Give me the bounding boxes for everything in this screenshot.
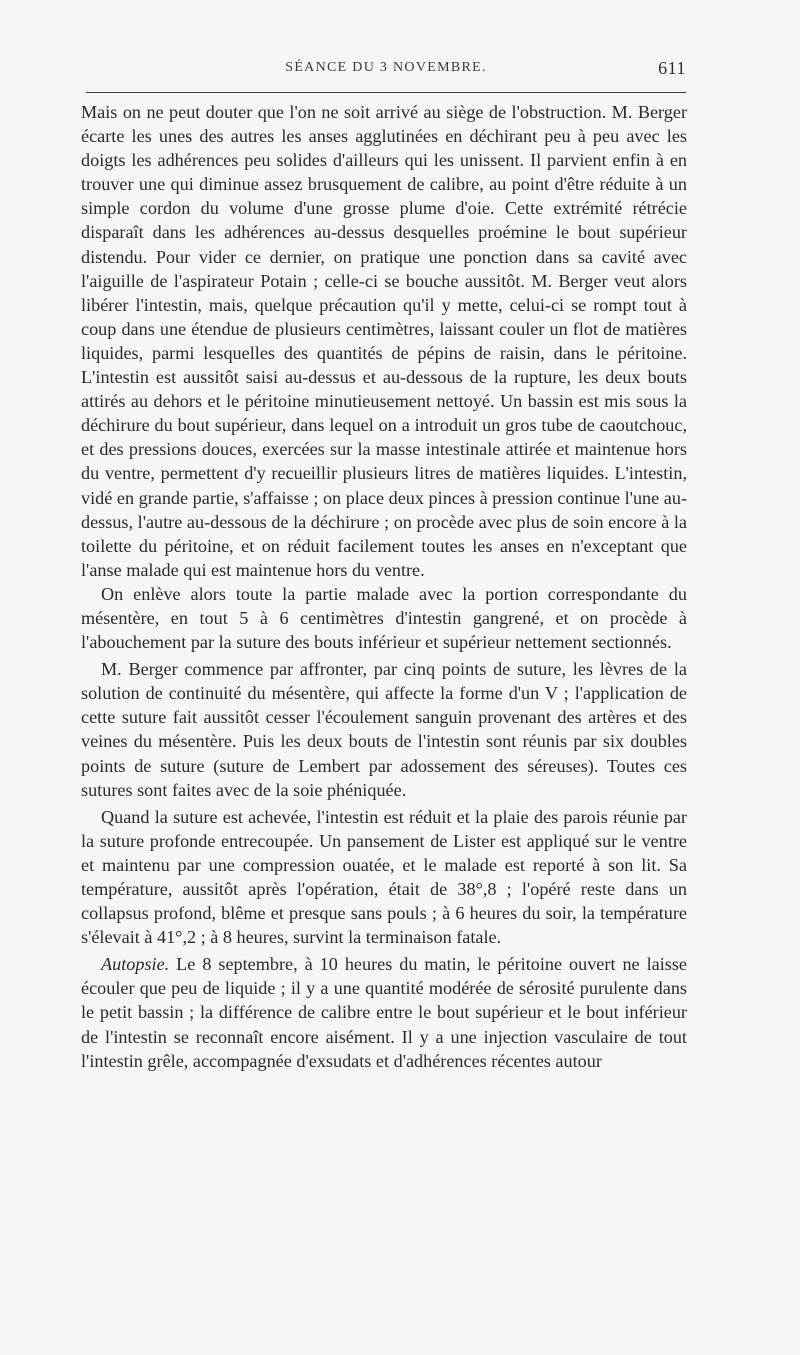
paragraph-1 [81, 100, 687, 582]
running-title: SÉANCE DU 3 NOVEMBRE. [285, 60, 487, 75]
body-text [81, 100, 687, 1073]
paragraph-1-text: Mais on ne peut douter que l'on ne soit arrivé au siège de l'obstruction. M. Berger écarte les unes des autres les anses agglutinées en déchirant peu à peu avec les doigts les adhérences peu solides d'ailleurs qui les unissent. Il parvient enfin à en trouver une qui diminue assez brusquement de calibre, au point d'être réduite à un simple cordon du volume d'une grosse plume d'oie. Cette extrémité rétrécie disparaît dans les adhérences au-dessus desquelles proémine le bout supérieur distendu. Pour vider ce dernier, on pratique une ponction dans sa cavité avec l'aiguille de l'aspirateur Potain ; celle-ci se bouche aussitôt. M. Berger veut alors libérer l'intestin, mais, quelque précaution qu'il y mette, celui-ci se rompt tout à coup dans une étendue de plusieurs centimètres, laissant couler un flot de matières liquides, parmi lesquelles des quantités de pépins de raisin, dans le péritoine. L'intestin est aussitôt saisi au-dessus et au-dessous de la rupture, les deux bouts attirés au dehors et le péritoine minutieusement nettoyé. Un bassin est mis sous la déchirure du bout supérieur, dans lequel on a introduit un gros tube de caoutchouc, et des pressions douces, exercées sur la masse intestinale attirée et maintenue hors du ventre, permettent d'y recueillir plusieurs litres de matières liquides. L'intestin, vidé en grande partie, s'affaisse ; on place deux pinces à pression continue l'une au-dessus, l'autre au-dessous de la déchirure ; on procède avec plus de soin encore à la toilette du péritoine, et on réduit facilement toutes les anses en n'exceptant que l'anse malade qui est maintenue hors du ventre. [81, 102, 687, 580]
paragraph-3 [81, 657, 687, 802]
page-number: 611 [658, 58, 686, 78]
paragraph-2 [81, 582, 687, 654]
autopsie-lead: Autopsie. [101, 954, 170, 975]
header-rule [86, 92, 686, 93]
paragraph-4 [81, 805, 687, 950]
running-head [86, 60, 686, 86]
paragraph-4-text: Quand la suture est achevée, l'intestin est réduit et la plaie des parois réunie par la suture profonde entrecoupée. Un pansement de Lister est appliqué sur le ventre et maintenu par une compression ouatée, et le malade est reporté à son lit. Sa température, aussitôt après l'opération, était de 38°,8 ; l'opéré reste dans un collapsus profond, blême et presque sans pouls ; à 6 heures du soir, la température s'élevait à 41°,2 ; à 8 heures, survint la terminaison fatale. [81, 806, 687, 948]
paragraph-2-text: On enlève alors toute la partie malade avec la portion correspondante du mésentère, en tout 5 à 6 centimètres d'intestin gangrené, et on procède à l'abouchement par la suture des bouts inférieur et supérieur nettement sectionnés. [81, 583, 687, 653]
paragraph-5-text: Le 8 septembre, à 10 heures du matin, le péritoine ouvert ne laisse écouler que peu de liquide ; il y a une quantité modérée de sérosité purulente dans le petit bassin ; la différence de calibre entre le bout supérieur et le bout inférieur de l'intestin se reconnaît encore aisément. Il y a une injection vasculaire de tout l'intestin grêle, accompagnée d'exsudats et d'adhérences récentes autour [81, 954, 687, 1071]
paragraph-3-text: M. Berger commence par affronter, par cinq points de suture, les lèvres de la solution de continuité du mésentère, qui affecte la forme d'un V ; l'application de cette suture fait aussitôt cesser l'écoulement sanguin provenant des artères et des veines du mésentère. Puis les deux bouts de l'intestin sont réunis par six doubles points de suture (suture de Lembert par adossement des séreuses). Toutes ces sutures sont faites avec de la soie phéniquée. [81, 659, 687, 800]
paragraph-5 [81, 952, 687, 1072]
